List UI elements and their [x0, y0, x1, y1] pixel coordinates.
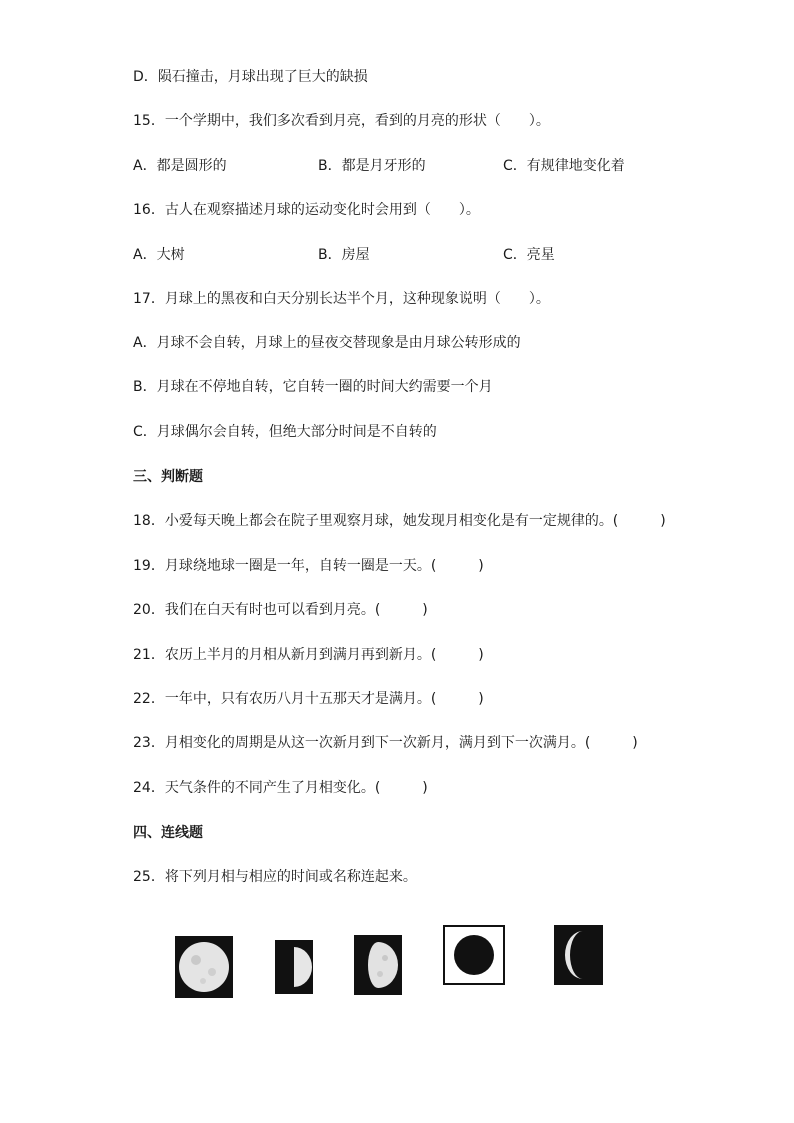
q16-text: 16．古人在观察描述月球的运动变化时会用到（ ）。	[133, 202, 480, 218]
q20-text: 20．我们在白天有时也可以看到月亮。( )	[133, 602, 428, 618]
q16-option-c: C．亮星	[503, 247, 555, 263]
q17-option-a: A．月球不会自转，月球上的昼夜交替现象是由月球公转形成的	[133, 335, 521, 351]
q16-option-a: A．大树	[133, 247, 185, 263]
q17-option-c: C．月球偶尔会自转，但绝大部分时间是不自转的	[133, 424, 437, 440]
q17-option-b: B．月球在不停地自转，它自转一圈的时间大约需要一个月	[133, 379, 493, 395]
q24-text: 24．天气条件的不同产生了月相变化。( )	[133, 780, 428, 796]
q18-text: 18．小爱每天晚上都会在院子里观察月球，她发现月相变化是有一定规律的。( )	[133, 513, 666, 529]
q15-text: 15．一个学期中，我们多次看到月亮，看到的月亮的形状（ ）。	[133, 113, 550, 129]
section-matching-heading: 四、连线题	[133, 825, 203, 841]
q15-option-b: B．都是月牙形的	[318, 158, 426, 174]
q22-text: 22．一年中，只有农历八月十五那天才是满月。( )	[133, 691, 484, 707]
first-quarter-moon-image	[275, 940, 313, 994]
q15-option-c: C．有规律地变化着	[503, 158, 625, 174]
q17-text: 17．月球上的黑夜和白天分别长达半个月，这种现象说明（ ）。	[133, 291, 550, 307]
waxing-gibbous-moon-image	[354, 935, 402, 995]
q23-text: 23．月相变化的周期是从这一次新月到下一次新月，满月到下一次满月。( )	[133, 735, 638, 751]
new-moon-image	[444, 926, 504, 984]
q25-text: 25．将下列月相与相应的时间或名称连起来。	[133, 869, 417, 885]
section-judgement-heading: 三、判断题	[133, 469, 203, 485]
full-moon-image	[175, 936, 233, 998]
q21-text: 21．农历上半月的月相从新月到满月再到新月。( )	[133, 647, 484, 663]
q16-option-b: B．房屋	[318, 247, 370, 263]
q19-text: 19．月球绕地球一圈是一年，自转一圈是一天。( )	[133, 558, 484, 574]
q15-option-a: A．都是圆形的	[133, 158, 227, 174]
q14-option-d: D．陨石撞击，月球出现了巨大的缺损	[133, 69, 368, 85]
waxing-crescent-moon-image	[554, 925, 603, 985]
